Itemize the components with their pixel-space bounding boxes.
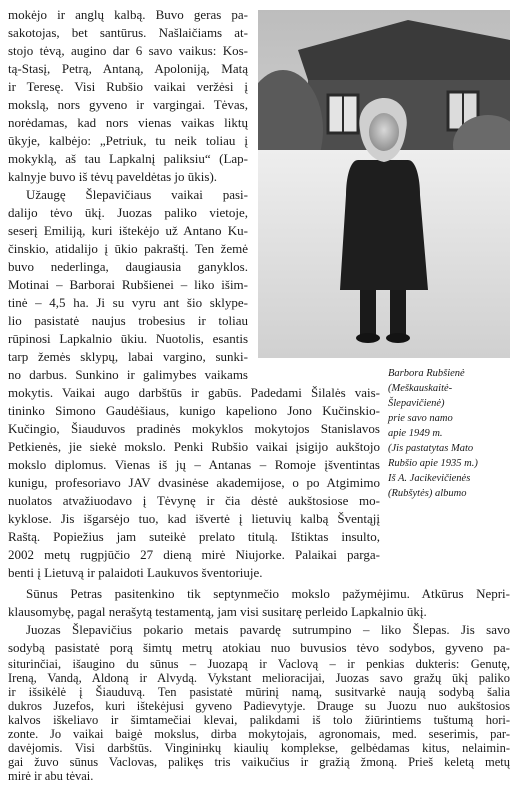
text-line: gai žuvo sūnus Vaclovas, palikęs tris vaikučius ir gražią žmoną. Prieš keletą metų <box>8 755 510 769</box>
text-line: Sūnus Petras pasitenkino tik septynmečio mokslo pažymėjimu. Atkūrus Nepri- <box>26 586 510 601</box>
text-line: kalnyje buvo iš tėvų paveldėtas jo ūkis). <box>8 169 218 184</box>
text-line: sakotojas, bet santūrus. Našlaičiams at- <box>8 25 248 40</box>
text-line: tarp žemės sklypų, labai vargino, sunki- <box>8 349 248 364</box>
text-line: zonte. Jo vaikai baigė mokslus, dirba mokytojais, agronomais, med. seserimis, par- <box>8 727 510 741</box>
text-line: mokslą, nors gyveno ir vargingai. Tėvas, <box>8 97 248 112</box>
text-line: mokyklą, aš tau Lapkalnį paliksiu“ (Lap- <box>8 151 248 166</box>
caption-line: (Jis pastatytas Mato <box>388 443 474 454</box>
text-line: Motinai – Barborai Rubšienei – liko išim- <box>8 277 248 292</box>
text-line: Raštą. Popiežius jam suteikė prelato titulą. Ištiktas insulto, <box>8 529 380 544</box>
text-line: Petkienės, jie siekė mokslo. Penki Rubšio vaikai įsigijo aukštojo <box>8 439 380 454</box>
text-line: tinė – 4,5 ha. Ji su vyru ant šio sklype- <box>8 295 248 310</box>
caption-line: Barbora Rubšienė <box>388 368 465 379</box>
text-line: Užaugę Šlepavičiaus vaikai pasi- <box>26 187 248 202</box>
text-line: mokėjo ir anglų kalbą. Buvo geras pa- <box>8 7 248 22</box>
caption-line: (Rubšytės) albumo <box>388 488 467 499</box>
text-line: ūkyje, kalbėjo: „Petriuk, tu neik toliau į <box>8 133 248 148</box>
photo-caption <box>388 366 510 501</box>
text-line: ir išsikėlė į Šiauduvą. Ten pasistatė mūrinį namą, susitvarkė naują sodybą šalia <box>8 685 510 699</box>
caption-line: (Meškauskaitė- <box>388 383 453 394</box>
text-line: rūpinosi Lapkalnio ūkiu. Nuotolis, esantis <box>8 331 248 346</box>
text-line: Kučingio, Šiauduvos pradinės mokyklos mokytojos Stanislavos <box>8 421 380 436</box>
text-line: mokslo diplomus. Vienas iš jų – Antanas – Romoje įšventintas <box>8 457 380 472</box>
text-line: dalijo tėvo ūkį. Juozas paliko vietoje, <box>8 205 248 220</box>
text-line: ir Teresę. Visi Rubšio vaikai veržėsi į <box>8 79 248 94</box>
text-line: sodybą pasistatė porą šimtų metrų atokiau nuo buvusios tėvo sodybos, gyveno pa- <box>8 640 510 655</box>
text-line: mirė ir abu tėvai. <box>8 769 94 783</box>
text-line: benti į Lietuvą ir palaidoti Laukuvos šventoriuje. <box>8 565 263 580</box>
photo-woman-by-house <box>258 10 510 358</box>
text-line: 2002 metų rugpjūčio 27 dieną mirė Niujorke. Palaikai parga- <box>8 547 380 562</box>
text-line: buvo nederlinga, daugiausia ganyklos. <box>8 259 248 274</box>
text-line: klausomybę, pagal nerašytą testamentą, jam visi susitarę perleido Lapkalnio ūkį. <box>8 604 427 619</box>
caption-line: Iš A. Jacikevičienės <box>388 473 471 484</box>
photo-image <box>258 10 510 358</box>
text-line: kalvos iškeliavo ir šimtamečiai klevai, palikdami iš tolo žiūrintiems tuštumą hori- <box>8 713 510 727</box>
text-line: Ireną, Vandą, Aldoną ir Alvydą. Vykstant melioracijai, Juozas savo gražų ūkį paliko <box>8 671 510 685</box>
text-line: činskio, atidalijo į ūkio pakraštį. Ten žemė <box>8 241 248 256</box>
text-line: stojo tėvą, augino dar 6 savo vaikus: Kos- <box>8 43 248 58</box>
text-line: tą-Stasį, Petrą, Antaną, Apoloniją, Matą <box>8 61 248 76</box>
text-line: Juozas Šlepavičius pokario metais pavardę sutrumpino – liko Šlepas. Jis savo <box>26 622 510 637</box>
text-line: seserį Emiliją, kuri ištekėjo už Antano Ku- <box>8 223 248 238</box>
text-line: norėdamas, kad nors vienas vaikas liktų <box>8 115 248 130</box>
caption-line: Rubšio apie 1935 m.) <box>388 458 478 469</box>
text-line: nuolatos atvažiuodavo į Tėvynę ir čia dėstė aukštosiose mo- <box>8 493 380 508</box>
text-line: dukros Juzefos, kuri ištekėjusi gyveno Padievytyje. Drauge su Juozu nuo aukštosios <box>8 699 510 713</box>
text-line: tininko Simono Gaudėšiaus, kunigo kapeliono Jono Kučinskio- <box>8 403 380 418</box>
text-line: siturinčiai, išaugino du sūnus – Juozapą ir Vaclovą – ir penkias dukteris: Genutę, <box>8 657 510 671</box>
text-line: mokytis. Vaikai augo darbštūs ir gabūs. Padedami Šilalės vais- <box>8 385 380 400</box>
caption-line: Šlepavičienė) <box>388 398 445 409</box>
text-line: lio pasistatė naujus trobesius ir toliau <box>8 313 248 328</box>
text-line: davėjomis. Visi darbštūs. Vinginінkų kiaulių komplekse, gelbėdamas kitus, nelaimin- <box>8 741 510 755</box>
text-line: kunigu, profesoriavo JAV dvasinėse akademijose, o po Atgimimo <box>8 475 380 490</box>
caption-line: apie 1949 m. <box>388 428 443 439</box>
text-line: kyklose. Jis išgarsėjo tuo, kad išvertė į lietuvių kalbą Šventąjį <box>8 511 380 526</box>
caption-line: prie savo namo <box>388 413 453 424</box>
text-line: no darbus. Sunkino ir galimybes vaikams <box>8 367 248 382</box>
